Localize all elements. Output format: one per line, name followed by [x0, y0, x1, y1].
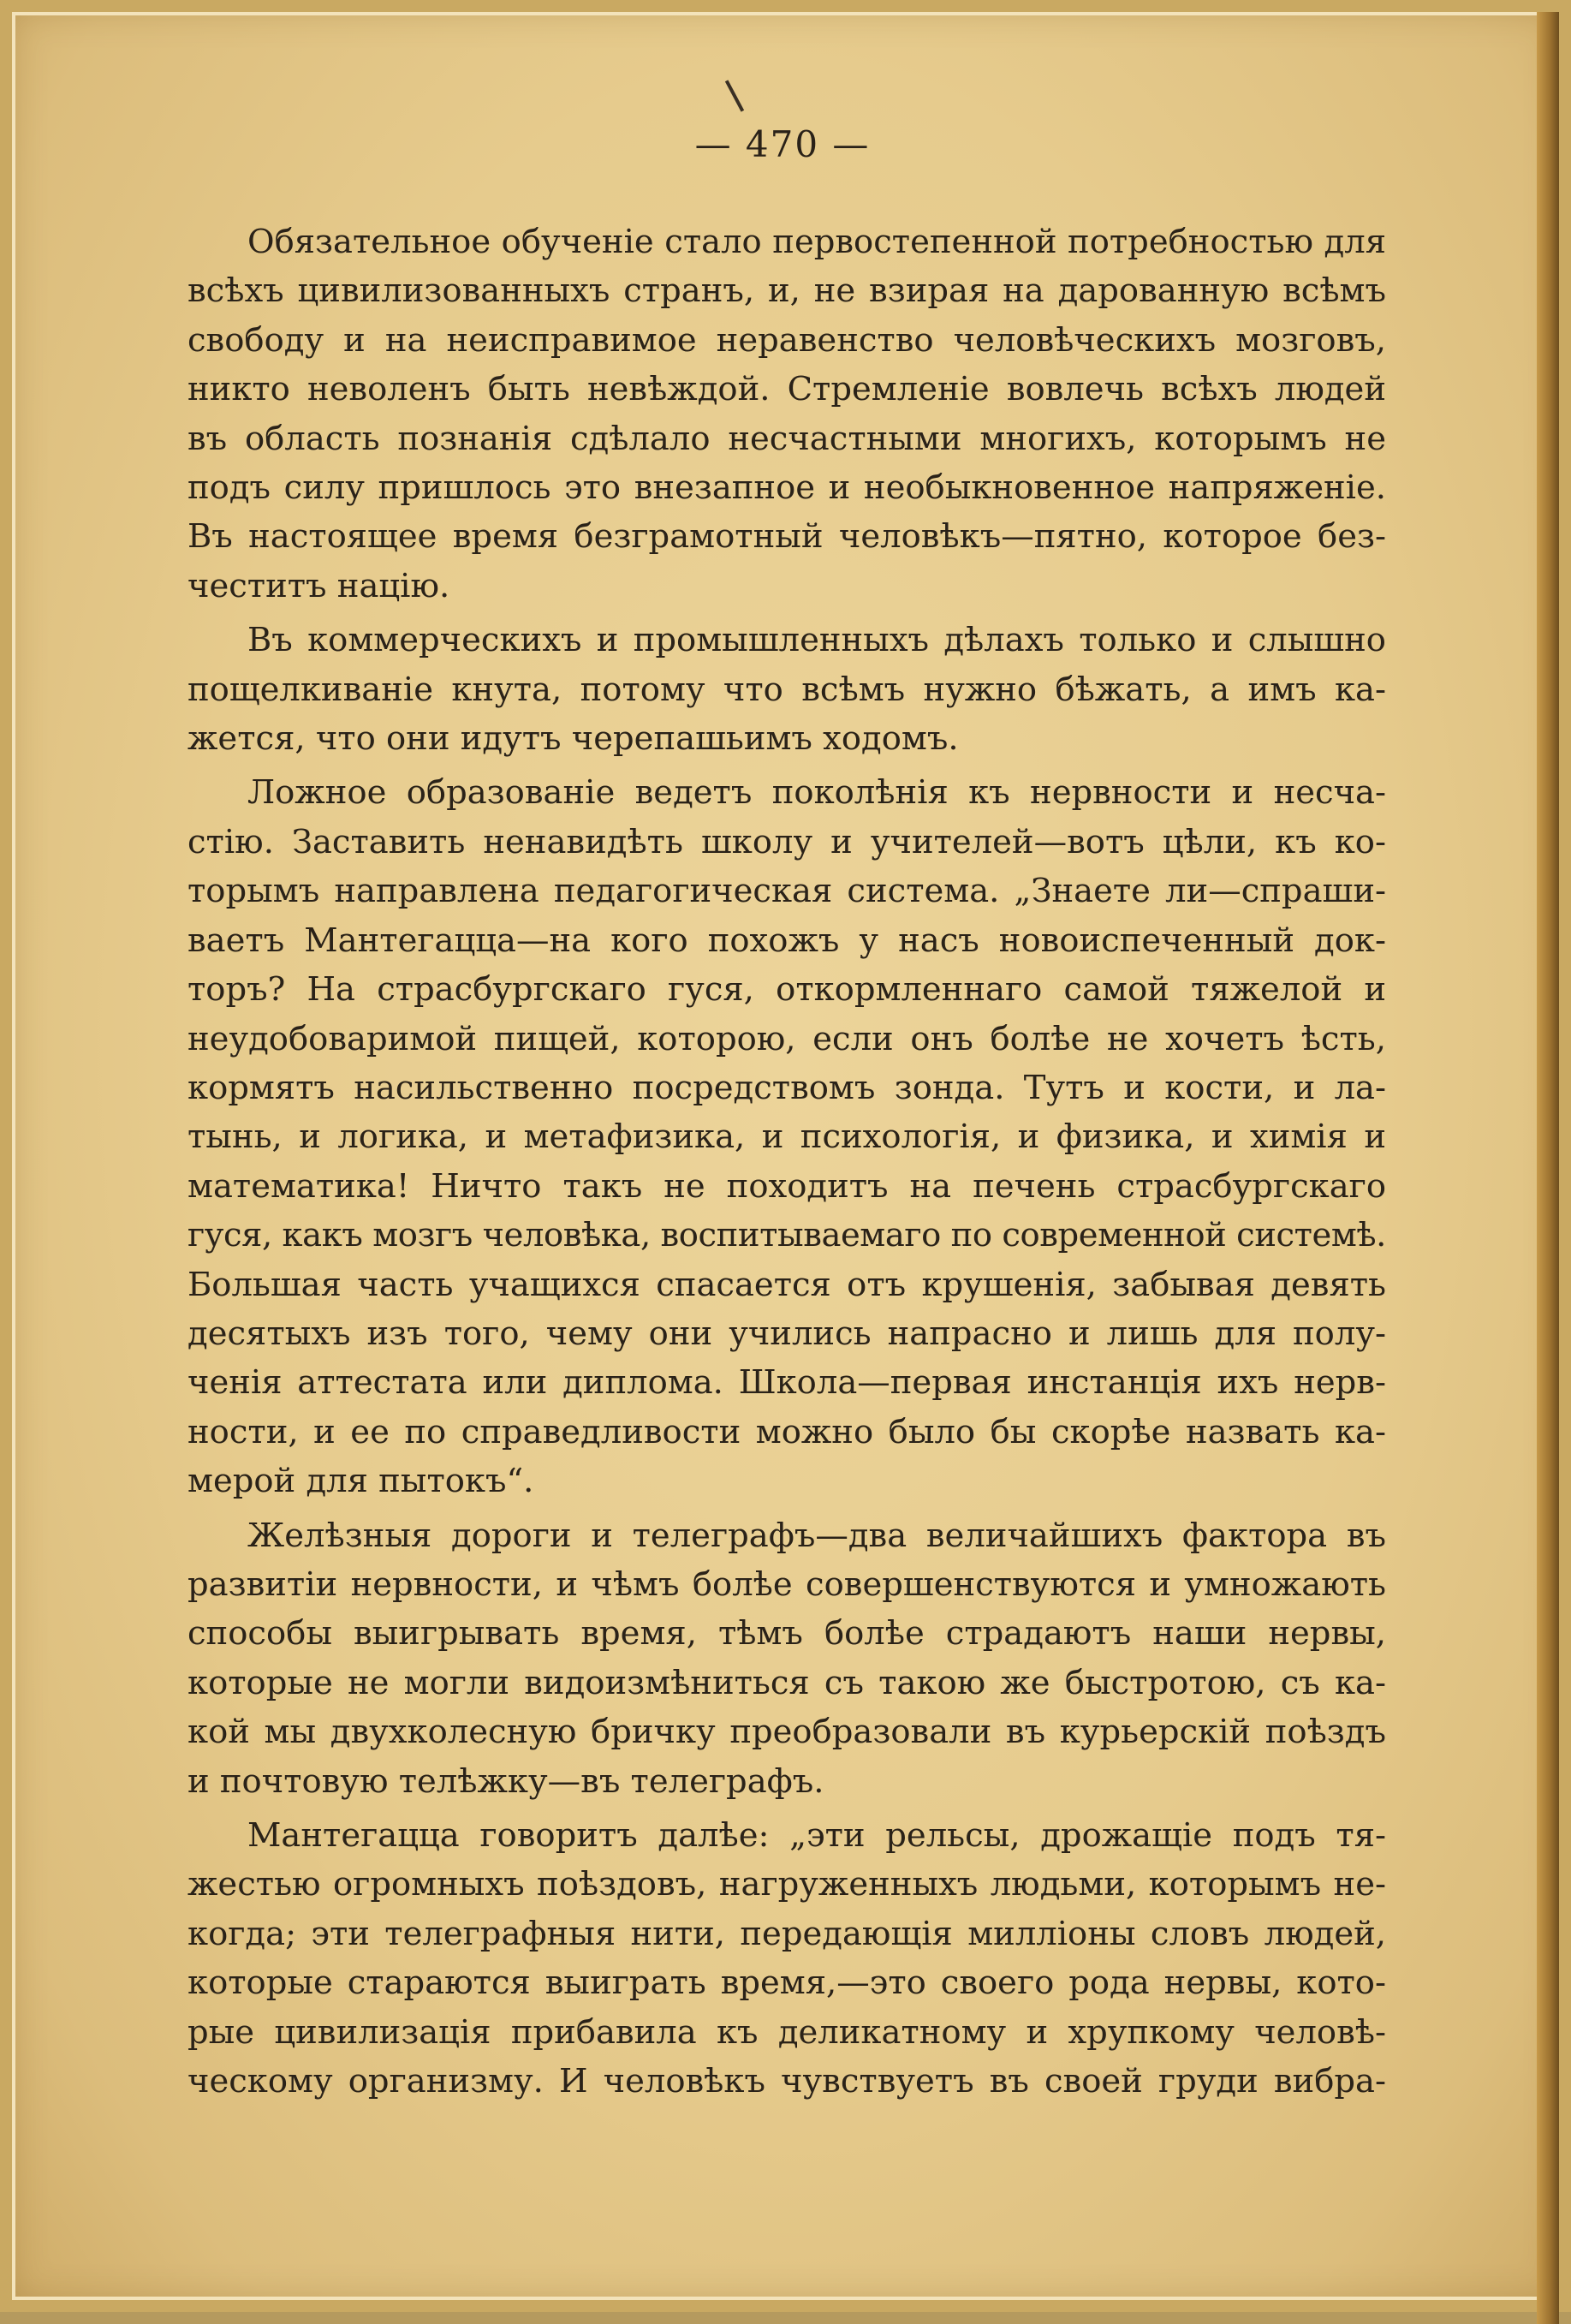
text-line: кормятъ насильственно посредствомъ зонда. Тутъ и кости, и ла- [187, 1068, 1386, 1107]
page-number: — 470 — [694, 123, 871, 165]
text-line: десятыхъ изъ того, чему они учились напрасно и лишь для полу- [187, 1314, 1386, 1353]
text-line: въ область познанія сдѣлало несчастными многихъ, которымъ не [187, 419, 1386, 458]
text-line: свободу и на неисправимое неравенство человѣческихъ мозговъ, [187, 320, 1386, 360]
text-line: ченія аттестата или диплома. Школа—первая инстанція ихъ нерв- [187, 1363, 1386, 1403]
text-line: гуся, какъ мозгъ человѣка, воспитываемаго по современной системѣ. [187, 1216, 1386, 1255]
text-line: всѣхъ цивилизованныхъ странъ, и, не взирая на дарованную всѣмъ [187, 271, 1386, 311]
text-line: пощелкиваніе кнута, потому что всѣмъ нужно бѣжать, а имъ ка- [187, 670, 1386, 709]
text-line: никто неволенъ быть невѣждой. Стремленіе вовлечь всѣхъ людей [187, 370, 1386, 409]
text-line: Въ настоящее время безграмотный человѣкъ—пятно, которое без- [187, 517, 1386, 557]
binding-edge [1537, 12, 1559, 2324]
text-line: ческому организму. И человѣкъ чувствуетъ въ своей груди вибра- [187, 2062, 1386, 2101]
text-line: Большая часть учащихся спасается отъ крушенія, забывая девять [187, 1265, 1386, 1304]
text-line: торъ? На страсбургскаго гуся, откормленнаго самой тяжелой и [187, 970, 1386, 1010]
text-line: Обязательное обученіе стало первостепенной потребностью для [247, 223, 1386, 261]
text-line: которые стараются выиграть время,—это своего рода нервы, кото- [187, 1963, 1386, 2003]
text-line: которые не могли видоизмѣниться съ такою же быстротою, съ ка- [187, 1663, 1386, 1702]
text-line: стію. Заставить ненавидѣть школу и учителей—вотъ цѣли, къ ко- [187, 822, 1386, 861]
ink-mark [725, 80, 744, 111]
text-line: ваетъ Мантегацца—на кого похожъ у насъ новоиспеченный док- [187, 921, 1386, 960]
text-line: и почтовую телѣжку—въ телеграфъ. [187, 1761, 824, 1801]
text-line: развитіи нервности, и чѣмъ болѣе совершенствуются и умножають [187, 1564, 1386, 1604]
text-line: честитъ націю. [187, 566, 450, 605]
text-line: Мантегацца говоритъ далѣе: „эти рельсы, дрожащіе подъ тя- [247, 1816, 1386, 1855]
text-line: мерой для пытокъ“. [187, 1462, 534, 1501]
text-line: жется, что они идутъ черепашьимъ ходомъ. [187, 719, 959, 759]
text-line: подъ силу пришлось это внезапное и необыкновенное напряженіе. [187, 468, 1386, 508]
text-line: торымъ направлена педагогическая система. „Знаете ли—спраши- [187, 872, 1386, 911]
text-line: ности, и ее по справедливости можно было бы скорѣе назвать ка- [187, 1412, 1386, 1451]
text-line: неудобоваримой пищей, которою, если онъ болѣе не хочетъ ѣсть, [187, 1019, 1386, 1058]
text-line: жестью огромныхъ поѣздовъ, нагруженныхъ людьми, которымъ не- [187, 1865, 1386, 1904]
text-line: тынь, и логика, и метафизика, и психологія, и физика, и химія и [187, 1117, 1386, 1157]
text-line: Ложное образованіе ведетъ поколѣнія къ нервности и несча- [247, 773, 1386, 813]
text-line: математика! Ничто такъ не походитъ на печень страсбургскаго [187, 1166, 1386, 1206]
text-line: кой мы двухколесную бричку преобразовали въ курьерскій поѣздъ [187, 1713, 1386, 1752]
text-line: Желѣзныя дороги и телеграфъ—два величайшихъ фактора въ [247, 1516, 1386, 1555]
body-text [187, 218, 1386, 2106]
text-line: Въ коммерческихъ и промышленныхъ дѣлахъ только и слышно [247, 621, 1386, 660]
text-line: рые цивилизація прибавила къ деликатному и хрупкому человѣ- [187, 2012, 1386, 2052]
text-line: способы выигрывать время, тѣмъ болѣе страдаютъ наши нервы, [187, 1614, 1386, 1654]
text-line: когда; эти телеграфныя нити, передающія милліоны словъ людей, [187, 1914, 1386, 1953]
